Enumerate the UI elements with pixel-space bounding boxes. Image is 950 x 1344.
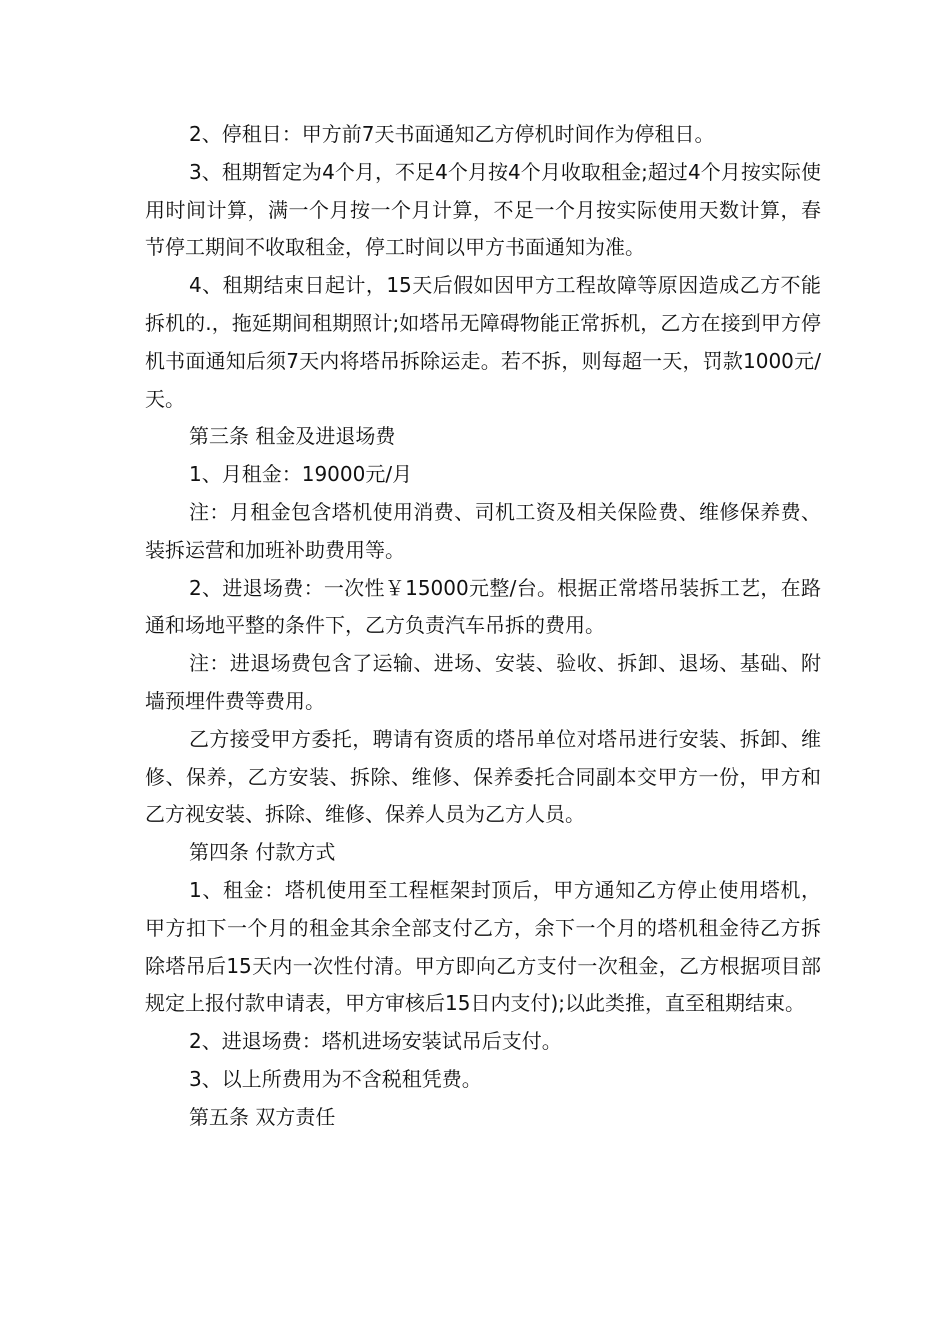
clause-rent-payment: 1、租金：塔机使用至工程框架封顶后，甲方通知乙方停止使用塔机，甲方扣下一个月的租金其余全部支付乙方，余下一个月的塔机租金待乙方拆除塔吊后15天内一次性付清。甲方即向乙方支付一次租金，乙方根据项目部规定上报付款申请表，甲方审核后15日内支付);以此类推，直至租期结束。 xyxy=(145,877,821,1016)
section-heading-article-5: 第五条 双方责任 xyxy=(189,1104,336,1129)
clause-installation-entrustment: 乙方接受甲方委托，聘请有资质的塔吊单位对塔吊进行安装、拆卸、维修、保养，乙方安装、拆除、维修、保养委托合同副本交甲方一份，甲方和乙方视安装、拆除、维修、保养人员为乙方人员。 xyxy=(145,726,821,827)
clause-entry-exit-fee: 2、进退场费：一次性￥15000元整/台。根据正常塔吊装拆工艺，在路通和场地平整的条件下，乙方负责汽车吊拆的费用。 xyxy=(145,575,821,638)
clause-entry-exit-payment: 2、进退场费：塔机进场安装试吊后支付。 xyxy=(189,1029,562,1054)
clause-rental-term: 3、租期暂定为4个月，不足4个月按4个月收取租金;超过4个月按实际使用时间计算，满一个月按一个月计算，不足一个月按实际使用天数计算，春节停工期间不收取租金，停工时间以甲方书面通知为准。 xyxy=(145,159,821,260)
clause-dismantle-penalty: 4、租期结束日起计，15天后假如因甲方工程故障等原因造成乙方不能拆机的.，拖延期间租期照计;如塔吊无障碍物能正常拆机，乙方在接到甲方停机书面通知后须7天内将塔吊拆除运走。若不拆，则每超一天，罚款1000元/天。 xyxy=(145,273,821,411)
note-entry-exit-fee: 注：进退场费包含了运输、进场、安装、验收、拆卸、退场、基础、附墙预埋件费等费用。 xyxy=(145,651,821,713)
clause-stop-rent-date: 2、停租日：甲方前7天书面通知乙方停机时间作为停租日。 xyxy=(189,122,715,146)
document-body xyxy=(145,116,821,1137)
section-heading-article-3: 第三条 租金及进退场费 xyxy=(189,424,396,449)
clause-tax-note: 3、以上所费用为不含税租凭费。 xyxy=(189,1066,482,1091)
note-monthly-rent: 注：月租金包含塔机使用消费、司机工资及相关保险费、维修保养费、装拆运营和加班补助费用等。 xyxy=(145,499,821,562)
clause-monthly-rent: 1、月租金：19000元/月 xyxy=(189,462,413,487)
section-heading-article-4: 第四条 付款方式 xyxy=(189,840,336,865)
